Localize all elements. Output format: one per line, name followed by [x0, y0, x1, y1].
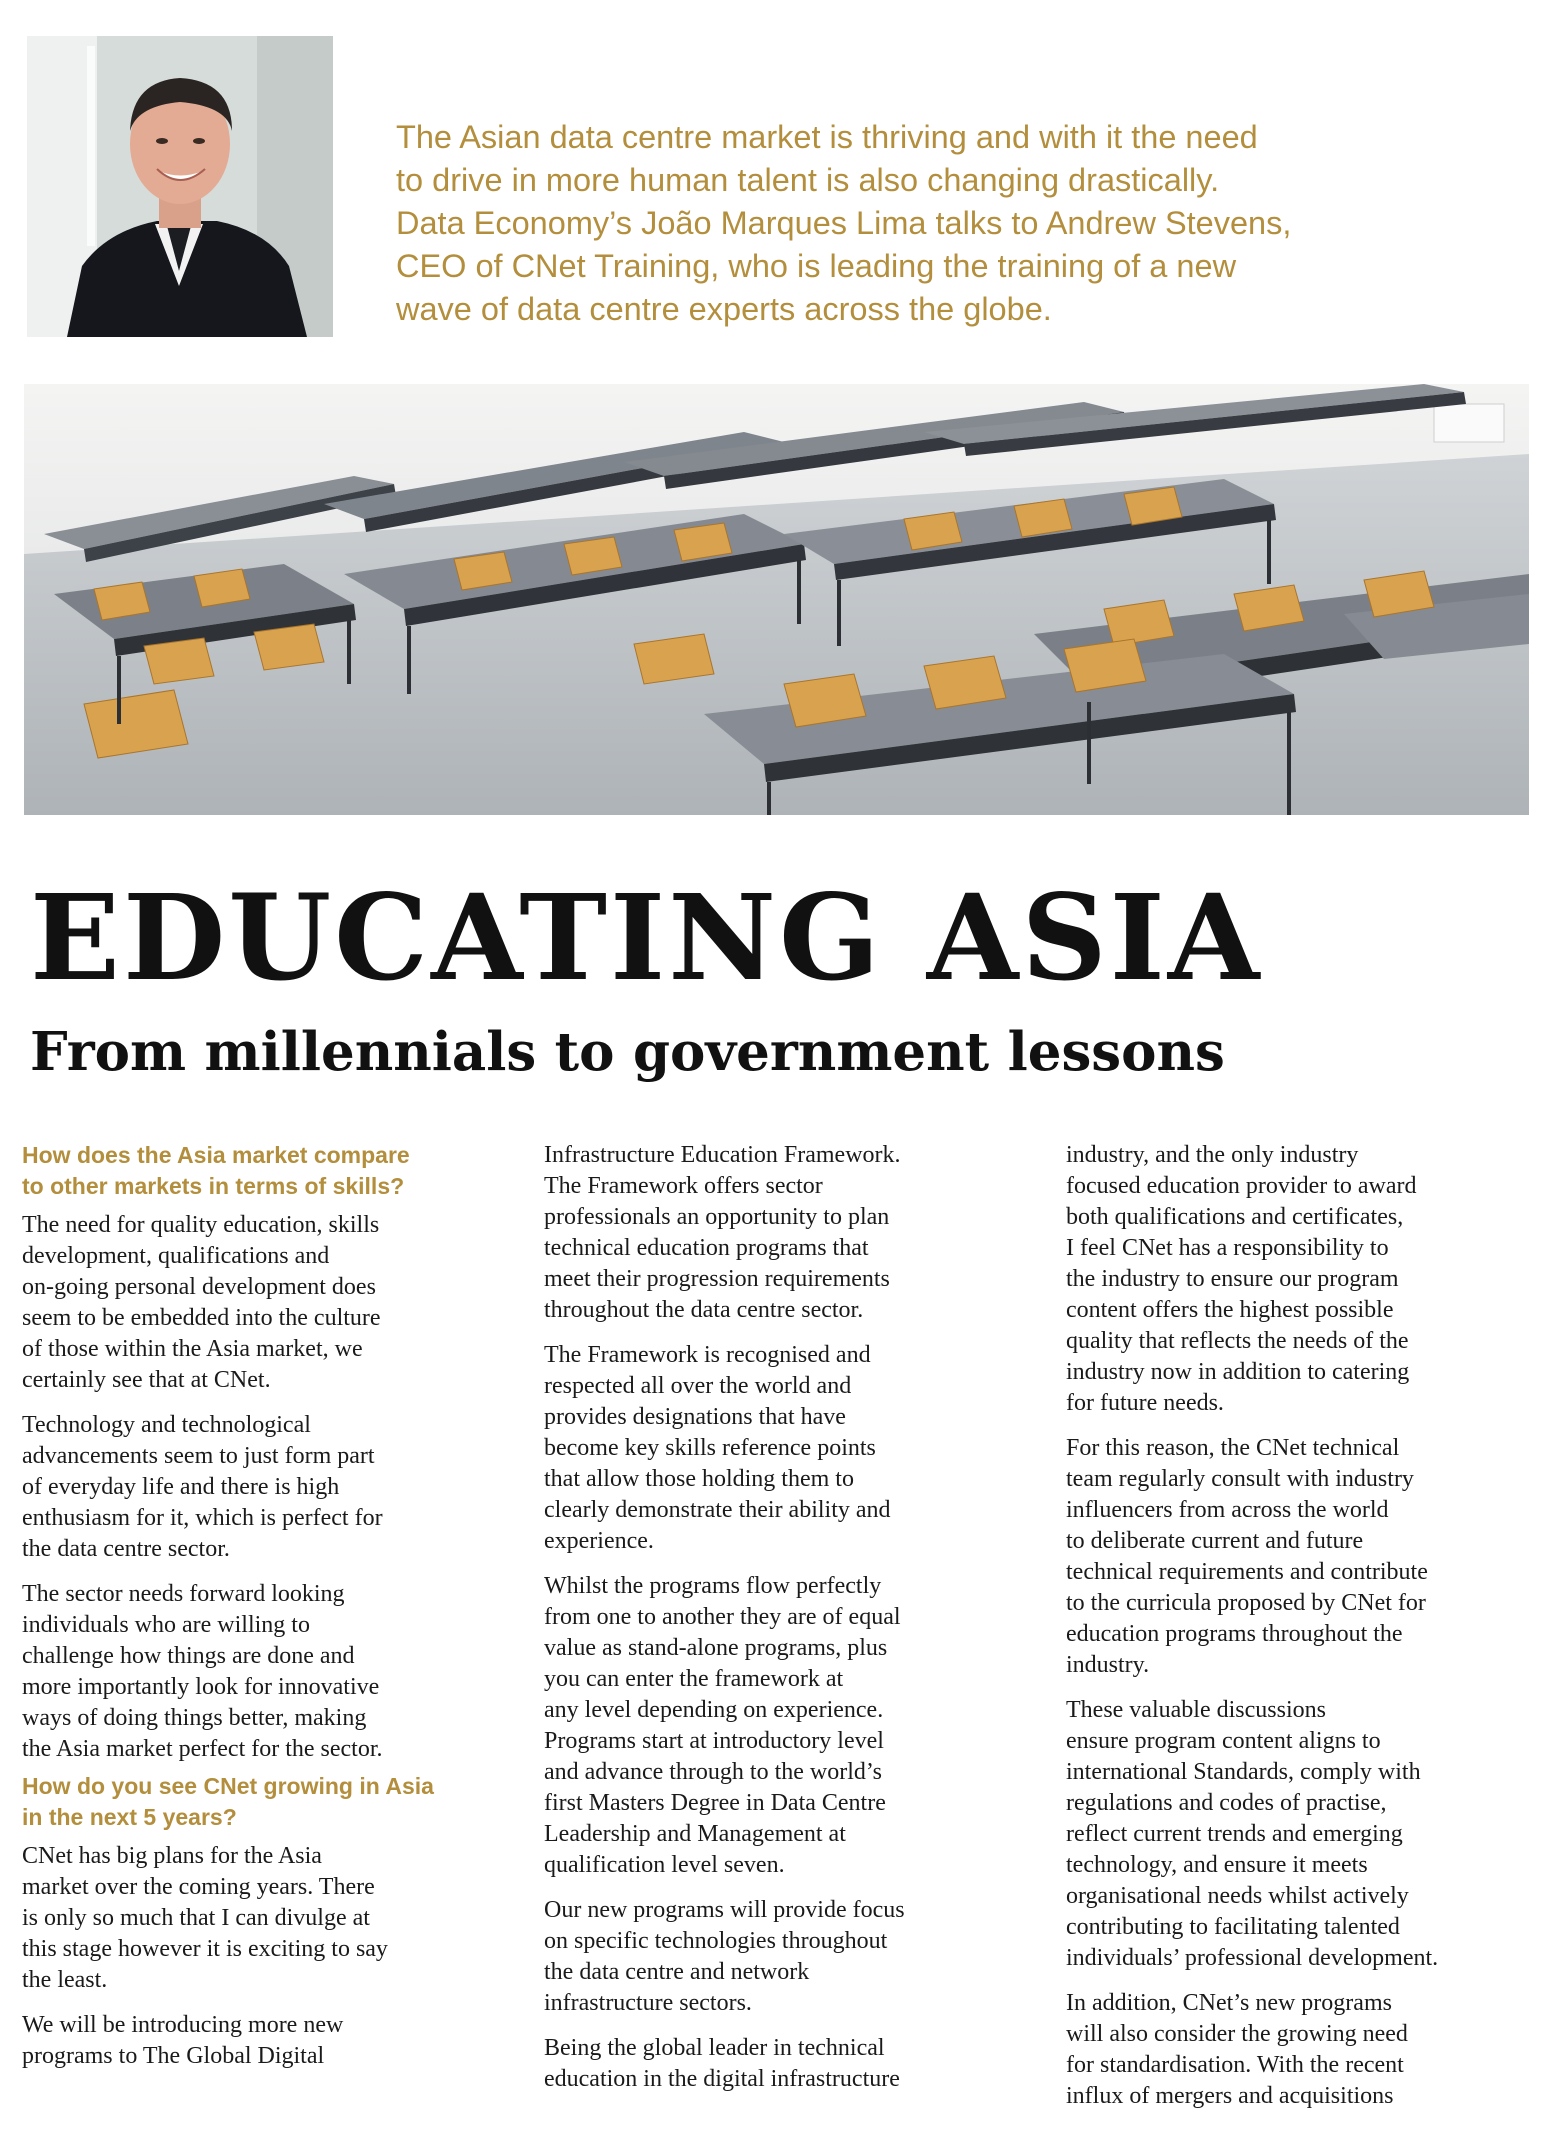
text-line: industry, and the only industry	[1066, 1142, 1359, 1168]
text-line: the industry to ensure our program	[1066, 1266, 1399, 1292]
text-line: Leadership and Management at	[544, 1821, 846, 1847]
text-line: content offers the highest possible	[1066, 1297, 1394, 1323]
text-line: The sector needs forward looking	[22, 1581, 345, 1607]
text-line: the least.	[22, 1967, 108, 1993]
text-line: seem to be embedded into the culture	[22, 1305, 381, 1331]
question-line: How does the Asia market compare	[22, 1142, 410, 1168]
text-line: market over the coming years. There	[22, 1874, 375, 1900]
paragraph	[544, 1571, 1014, 1881]
text-line: For this reason, the CNet technical	[1066, 1435, 1400, 1461]
intro-line: to drive in more human talent is also changing drastically.	[396, 162, 1220, 198]
text-line: ensure program content aligns to	[1066, 1728, 1381, 1754]
text-line: any level depending on experience.	[544, 1697, 884, 1723]
question-line: How do you see CNet growing in Asia	[22, 1773, 434, 1799]
text-line: quality that reflects the needs of the	[1066, 1328, 1409, 1354]
text-line: you can enter the framework at	[544, 1666, 844, 1692]
text-line: to the curricula proposed by CNet for	[1066, 1590, 1426, 1616]
intro-line: CEO of CNet Training, who is leading the training of a new	[396, 248, 1237, 284]
text-line: Infrastructure Education Framework.	[544, 1142, 901, 1168]
text-line: on-going personal development does	[22, 1274, 376, 1300]
classroom-photo	[24, 384, 1529, 815]
text-line: influx of mergers and acquisitions	[1066, 2083, 1394, 2109]
text-line: meet their progression requirements	[544, 1266, 890, 1292]
intro-line: The Asian data centre market is thriving and with it the need	[396, 119, 1258, 155]
text-line: is only so much that I can divulge at	[22, 1905, 370, 1931]
text-line: the data centre sector.	[22, 1536, 230, 1562]
text-line: the data centre and network	[544, 1959, 810, 1985]
text-line: education in the digital infrastructure	[544, 2066, 900, 2092]
text-line: programs to The Global Digital	[22, 2043, 325, 2069]
text-line: regulations and codes of practise,	[1066, 1790, 1387, 1816]
article-title: EDUCATING ASIA	[30, 868, 1263, 1007]
text-line: The Framework is recognised and	[544, 1342, 871, 1368]
text-line: team regularly consult with industry	[1066, 1466, 1414, 1492]
text-line: ways of doing things better, making	[22, 1705, 367, 1731]
text-column-3	[1066, 1140, 1536, 2126]
text-line: challenge how things are done and	[22, 1643, 355, 1669]
text-line: that allow those holding them to	[544, 1466, 854, 1492]
text-line: These valuable discussions	[1066, 1697, 1326, 1723]
text-line: education programs throughout the	[1066, 1621, 1403, 1647]
paragraph	[22, 1579, 492, 1765]
article-subtitle: From millennials to government lessons	[30, 1021, 1225, 1083]
text-line: throughout the data centre sector.	[544, 1297, 864, 1323]
text-line: Programs start at introductory level	[544, 1728, 884, 1754]
text-line: technology, and ensure it meets	[1066, 1852, 1368, 1878]
text-line: individuals’ professional development.	[1066, 1945, 1439, 1971]
text-line: The need for quality education, skills	[22, 1212, 380, 1238]
text-line: The Framework offers sector	[544, 1173, 823, 1199]
text-line: technical requirements and contribute	[1066, 1559, 1428, 1585]
text-line: influencers from across the world	[1066, 1497, 1389, 1523]
text-line: and advance through to the world’s	[544, 1759, 882, 1785]
text-line: professionals an opportunity to plan	[544, 1204, 890, 1230]
text-line: this stage however it is exciting to say	[22, 1936, 388, 1962]
portrait-photo	[27, 36, 333, 337]
text-line: advancements seem to just form part	[22, 1443, 375, 1469]
text-line: certainly see that at CNet.	[22, 1367, 271, 1393]
text-line: experience.	[544, 1528, 654, 1554]
text-line: the Asia market perfect for the sector.	[22, 1736, 383, 1762]
text-line: focused education provider to award	[1066, 1173, 1417, 1199]
paragraph	[22, 1210, 492, 1396]
text-line: enthusiasm for it, which is perfect for	[22, 1505, 383, 1531]
portrait-illustration	[27, 36, 333, 337]
question-heading	[22, 1771, 492, 1833]
paragraph	[1066, 1433, 1536, 1681]
paragraph	[544, 1340, 1014, 1557]
intro-standfirst	[396, 116, 1456, 331]
text-line: clearly demonstrate their ability and	[544, 1497, 891, 1523]
intro-line: Data Economy’s João Marques Lima talks to Andrew Stevens,	[396, 205, 1292, 241]
paragraph	[1066, 1140, 1536, 1419]
text-line: both qualifications and certificates,	[1066, 1204, 1404, 1230]
text-line: infrastructure sectors.	[544, 1990, 752, 2016]
text-line: of those within the Asia market, we	[22, 1336, 363, 1362]
text-line: organisational needs whilst actively	[1066, 1883, 1409, 1909]
text-line: Whilst the programs flow perfectly	[544, 1573, 882, 1599]
question-line: in the next 5 years?	[22, 1804, 237, 1830]
text-column-2	[544, 1140, 1014, 2109]
text-line: contributing to facilitating talented	[1066, 1914, 1400, 1940]
text-line: industry now in addition to catering	[1066, 1359, 1410, 1385]
text-line: I feel CNet has a responsibility to	[1066, 1235, 1389, 1261]
text-line: to deliberate current and future	[1066, 1528, 1364, 1554]
paragraph	[544, 1895, 1014, 2019]
text-line: Being the global leader in technical	[544, 2035, 885, 2061]
paragraph	[22, 1410, 492, 1565]
paragraph	[1066, 1695, 1536, 1974]
text-line: from one to another they are of equal	[544, 1604, 901, 1630]
text-line: for future needs.	[1066, 1390, 1224, 1416]
text-line: of everyday life and there is high	[22, 1474, 340, 1500]
paragraph	[544, 1140, 1014, 1326]
text-line: CNet has big plans for the Asia	[22, 1843, 322, 1869]
text-line: will also consider the growing need	[1066, 2021, 1408, 2047]
text-line: development, qualifications and	[22, 1243, 330, 1269]
text-line: Our new programs will provide focus	[544, 1897, 905, 1923]
paragraph	[1066, 1988, 1536, 2112]
paragraph	[22, 2010, 492, 2072]
text-line: Technology and technological	[22, 1412, 311, 1438]
text-line: We will be introducing more new	[22, 2012, 344, 2038]
question-heading	[22, 1140, 492, 1202]
text-line: qualification level seven.	[544, 1852, 785, 1878]
text-line: for standardisation. With the recent	[1066, 2052, 1404, 2078]
paragraph	[22, 1841, 492, 1996]
question-line: to other markets in terms of skills?	[22, 1173, 405, 1199]
text-line: reflect current trends and emerging	[1066, 1821, 1403, 1847]
classroom-illustration	[24, 384, 1529, 815]
text-line: become key skills reference points	[544, 1435, 876, 1461]
text-line: provides designations that have	[544, 1404, 846, 1430]
intro-line: wave of data centre experts across the globe.	[396, 291, 1052, 327]
text-line: respected all over the world and	[544, 1373, 852, 1399]
text-line: on specific technologies throughout	[544, 1928, 888, 1954]
text-line: international Standards, comply with	[1066, 1759, 1421, 1785]
text-line: industry.	[1066, 1652, 1150, 1678]
text-line: first Masters Degree in Data Centre	[544, 1790, 886, 1816]
text-column-1	[22, 1140, 492, 2086]
text-line: In addition, CNet’s new programs	[1066, 1990, 1392, 2016]
text-line: more importantly look for innovative	[22, 1674, 380, 1700]
text-line: technical education programs that	[544, 1235, 869, 1261]
text-line: value as stand-alone programs, plus	[544, 1635, 888, 1661]
text-line: individuals who are willing to	[22, 1612, 310, 1638]
paragraph	[544, 2033, 1014, 2095]
